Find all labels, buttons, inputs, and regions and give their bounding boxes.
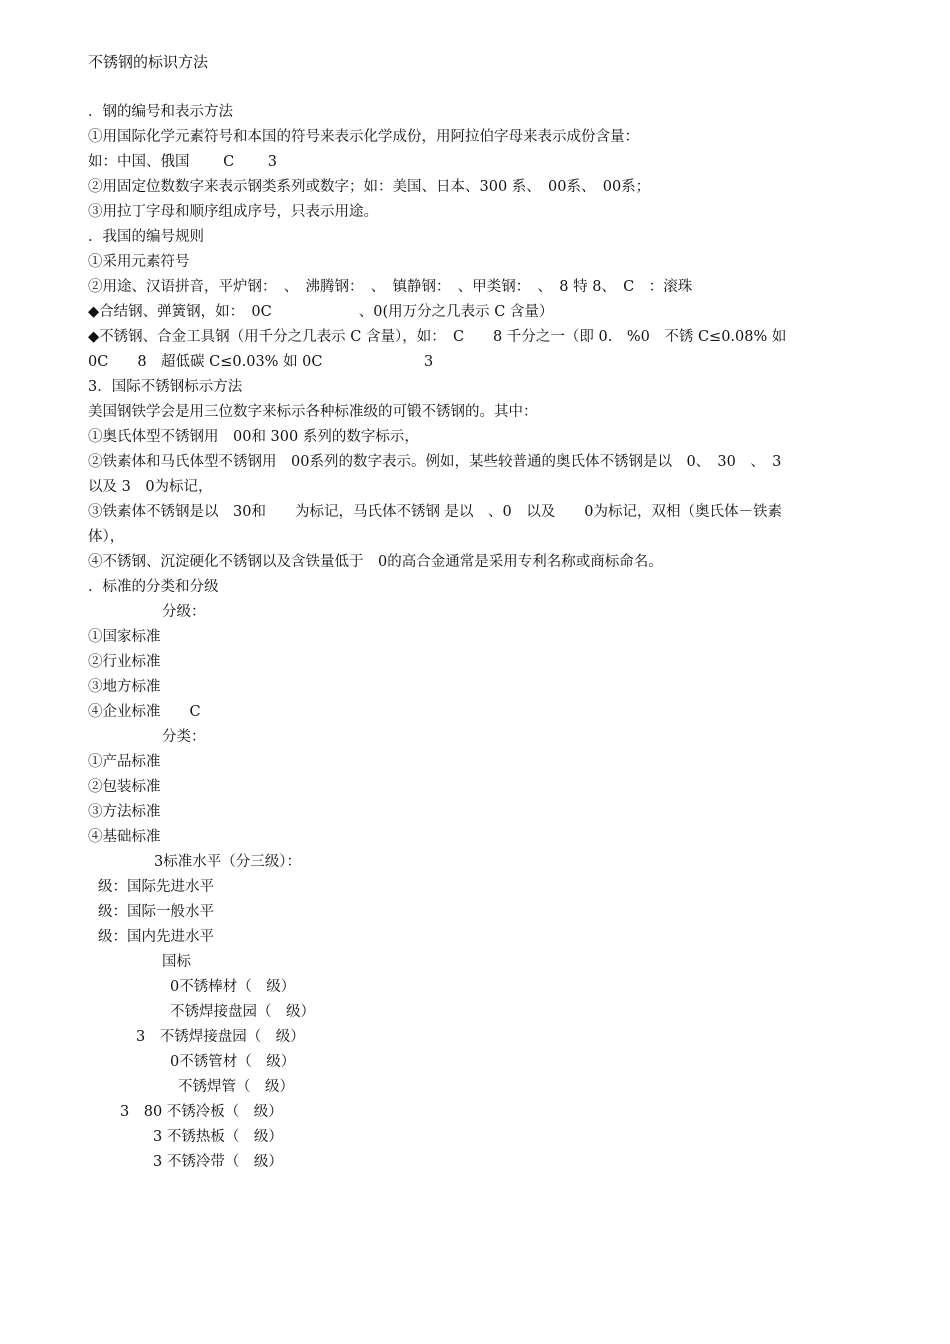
section-heading: ．我国的编号规则 xyxy=(88,229,204,245)
list-item: ②行业标准 xyxy=(88,654,161,670)
subheading: 分类： xyxy=(162,729,206,745)
list-item: ④基础标准 xyxy=(88,829,161,845)
text-line: ④不锈钢、沉淀硬化不锈钢以及含铁量低于 0的高合金通常是采用专利名称或商标命名。 xyxy=(88,554,663,570)
list-item: 级：国际先进水平 xyxy=(98,879,214,895)
text-line: ②用固定位数数字来表示钢类系列或数字；如：美国、日本、300 系、 00系、 00系； xyxy=(88,179,651,195)
subheading: 分级： xyxy=(162,604,206,620)
subheading: 3标准水平（分三级）： xyxy=(154,854,301,870)
text-line: ◆合结钢、弹簧钢，如： 0C 、0(用万分之几表示 C 含量） xyxy=(88,304,554,320)
standard-item: 3 不锈焊接盘园（ 级） xyxy=(136,1029,305,1045)
text-line: 0C 8 超低碳 C≤0.03% 如 0C 3 xyxy=(88,354,434,370)
standard-item: 0不锈管材（ 级） xyxy=(170,1054,296,1070)
list-item: 级：国际一般水平 xyxy=(98,904,214,920)
text-line: ①奥氏体型不锈钢用 00和 300 系列的数字标示， xyxy=(88,429,419,445)
standard-item: 3 不锈热板（ 级） xyxy=(153,1129,283,1145)
list-item: ④企业标准 C xyxy=(88,704,201,720)
text-line: ①用国际化学元素符号和本国的符号来表示化学成份，用阿拉伯字母来表示成份含量： xyxy=(88,129,639,145)
text-line: ①采用元素符号 xyxy=(88,254,190,270)
standard-item: 3 80 不锈冷板（ 级） xyxy=(120,1104,283,1120)
list-item: ③方法标准 xyxy=(88,804,161,820)
standard-item: 不锈焊接盘园（ 级） xyxy=(170,1004,315,1020)
standard-item: 0不锈棒材（ 级） xyxy=(170,979,296,995)
text-line: ②用途、汉语拼音，平炉钢： 、 沸腾钢： 、 镇静钢： 、甲类钢： 、 8 特 8、 C ：滚珠 xyxy=(88,279,693,295)
list-item: ①国家标准 xyxy=(88,629,161,645)
subheading: 国标 xyxy=(162,954,191,970)
text-line: 以及 3 0为标记， xyxy=(88,479,213,495)
text-line: ②铁素体和马氏体型不锈钢用 00系列的数字表示。例如，某些较普通的奥氏体不锈钢是以 0、 30 、 3 xyxy=(88,454,782,470)
section-heading: ．钢的编号和表示方法 xyxy=(88,104,233,120)
section-heading: 3．国际不锈钢标示方法 xyxy=(88,379,243,395)
document-title: 不锈钢的标识方法 xyxy=(88,53,209,71)
list-item: 级：国内先进水平 xyxy=(98,929,214,945)
standard-item: 不锈焊管（ 级） xyxy=(178,1079,294,1095)
section-heading: ．标准的分类和分级 xyxy=(88,579,219,595)
text-line: ◆不锈钢、合金工具钢（用千分之几表示 C 含量），如： C 8 千分之一（即 0. %0 不锈 C≤0.08% 如 xyxy=(88,329,787,345)
text-line: 美国钢铁学会是用三位数字来标示各种标准级的可锻不锈钢的。其中： xyxy=(88,404,538,420)
text-line: 体）， xyxy=(88,529,125,545)
list-item: ②包装标准 xyxy=(88,779,161,795)
list-item: ③地方标准 xyxy=(88,679,161,695)
text-line: ③用拉丁字母和顺序组成序号，只表示用途。 xyxy=(88,204,378,220)
text-line: ③铁素体不锈钢是以 30和 为标记，马氏体不锈钢 是以 、0 以及 0为标记，双相（奥氏体－铁素 xyxy=(88,504,783,520)
standard-item: 3 不锈冷带（ 级） xyxy=(153,1154,283,1170)
text-line: 如：中国、俄国 C 3 xyxy=(88,154,278,170)
list-item: ①产品标准 xyxy=(88,754,161,770)
